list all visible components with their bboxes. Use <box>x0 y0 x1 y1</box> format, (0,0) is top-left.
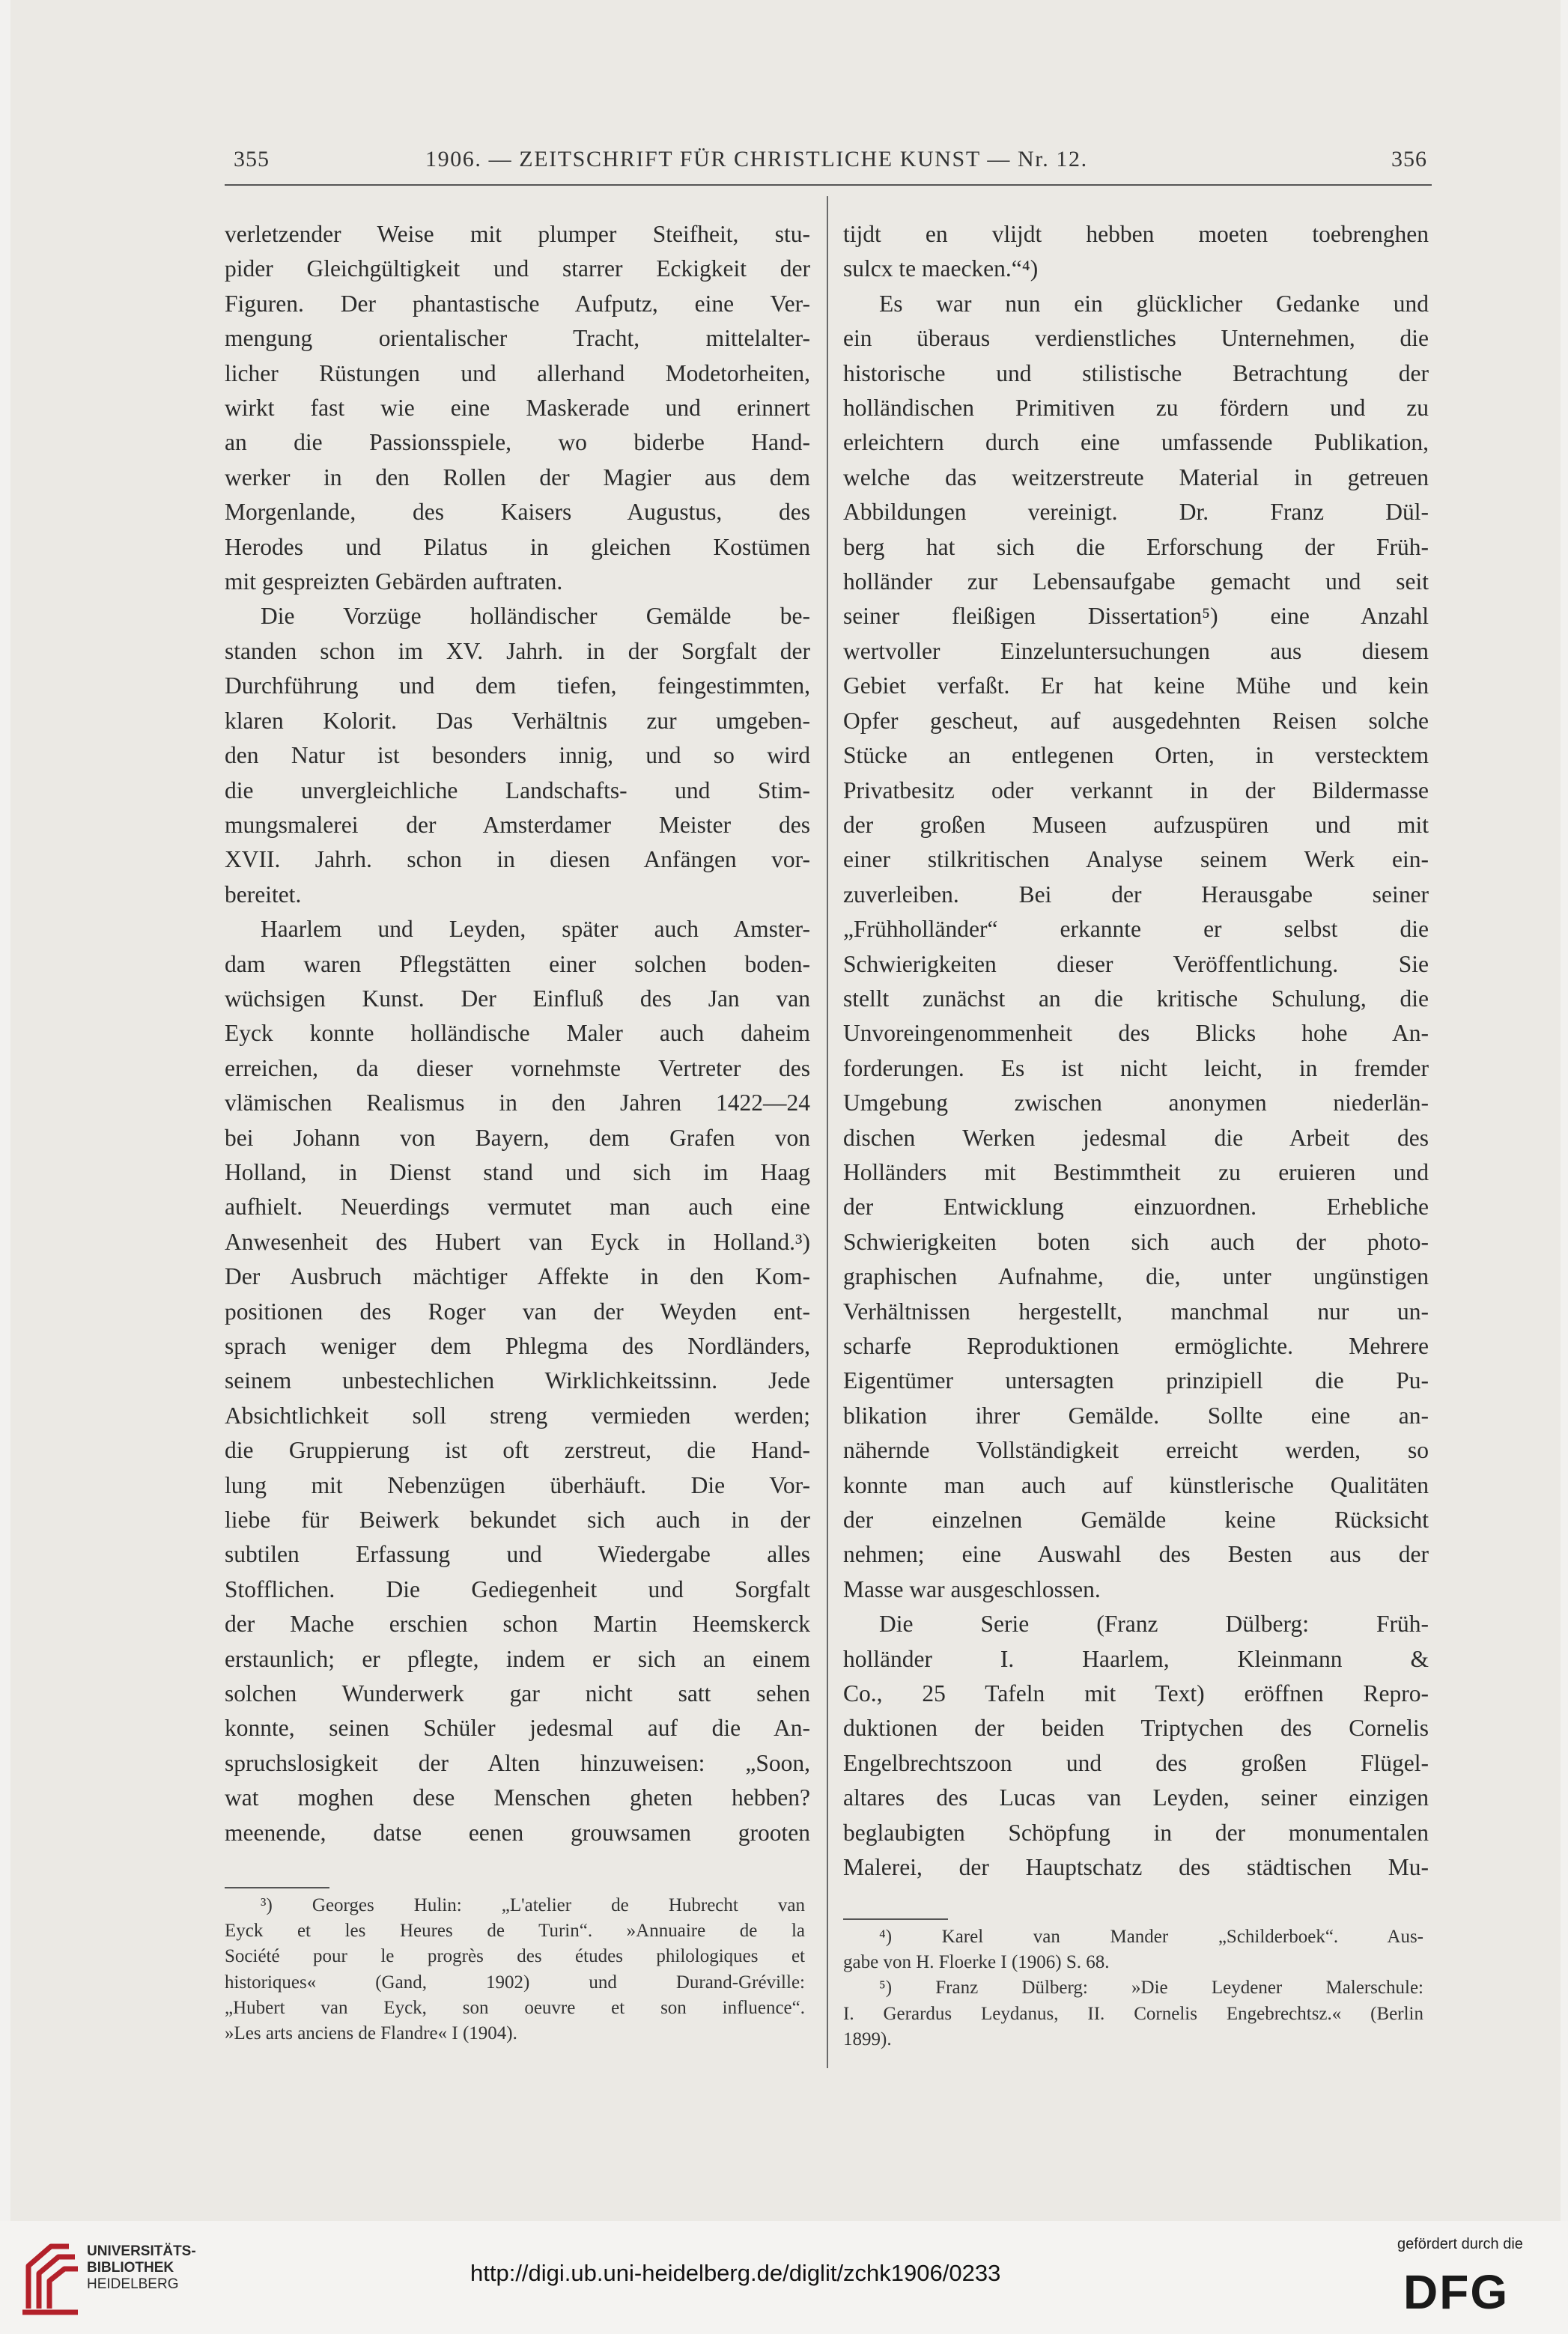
text-line: einer stilkritischen Analyse seinem Werk ein- <box>843 846 1429 873</box>
text-line: welche das weitzerstreute Material in getreuen <box>843 464 1429 490</box>
text-line: sulcx te maecken.“⁴) <box>843 255 1039 282</box>
text-line: Eigentümer untersagten prinzipiell die Pu- <box>843 1367 1429 1394</box>
library-name-line: HEIDELBERG <box>87 2276 179 2292</box>
text-line: Stücke an entlegenen Orten, in verstecktem <box>843 742 1429 769</box>
text-line: Privatbesitz oder verkannt in der Bildermasse <box>843 777 1429 803</box>
text-line: Holland, in Dienst stand und sich im Haag <box>225 1158 810 1185</box>
library-name <box>87 2243 196 2293</box>
page-number-left: 355 <box>234 147 270 171</box>
text-line: ein überaus verdienstliches Unternehmen, die <box>843 325 1429 352</box>
text-line: sprach weniger dem Phlegma des Nordländers, <box>225 1333 810 1359</box>
text-line: Morgenlande, des Kaisers Augustus, des <box>225 499 810 526</box>
text-line: seiner fleißigen Dissertation⁵) eine Anzahl <box>843 603 1429 630</box>
text-line: altares des Lucas van Leyden, seiner einzigen <box>843 1784 1429 1811</box>
text-line: blikation ihrer Gemälde. Sollte eine an- <box>843 1402 1429 1429</box>
text-line: der Entwicklung einzuordnen. Erhebliche <box>843 1194 1429 1221</box>
footnote-line: historiques« (Gand, 1902) und Durand-Gréville: <box>225 1972 805 1993</box>
text-line: Masse war ausgeschlossen. <box>843 1575 1101 1602</box>
text-line: Opfer gescheut, auf ausgedehnten Reisen solche <box>843 707 1429 734</box>
text-line: vlämischen Realismus in den Jahren 1422—24 <box>225 1089 810 1116</box>
text-line: graphischen Aufnahme, die, unter ungünstigen <box>843 1263 1429 1290</box>
text-line: den Natur ist besonders innig, und so wird <box>225 742 810 769</box>
text-line: Figuren. Der phantastische Aufputz, eine Ver- <box>225 290 810 317</box>
text-line: holländischen Primitiven zu fördern und zu <box>843 395 1429 422</box>
header-rule <box>225 184 1432 186</box>
text-line: erreichen, da dieser vornehmste Vertreter des <box>225 1054 810 1081</box>
text-line: dischen Werken jedesmal die Arbeit des <box>843 1124 1429 1151</box>
running-header-title: 1906. — ZEITSCHRIFT FÜR CHRISTLICHE KUNST — Nr. 12. <box>425 147 1088 171</box>
text-line: mengung orientalischer Tracht, mittelalter- <box>225 325 810 352</box>
text-line: scharfe Reproduktionen ermöglichte. Mehrere <box>843 1333 1429 1359</box>
text-line: licher Rüstungen und allerhand Modetorheiten, <box>225 359 810 386</box>
text-line: zuverleiben. Bei der Herausgabe seiner <box>843 881 1429 908</box>
footnotes-right <box>843 1924 1423 2052</box>
text-line: mit gespreizten Gebärden auftraten. <box>225 568 563 595</box>
text-line: Es war nun ein glücklicher Gedanke und <box>879 290 1429 317</box>
funding-note: gefördert durch die <box>1397 2236 1523 2252</box>
text-line: Stofflichen. Die Gediegenheit und Sorgfalt <box>225 1575 810 1602</box>
text-line: Der Ausbruch mächtiger Affekte in den Kom- <box>225 1263 810 1290</box>
footnote-line: ⁵) Franz Dülberg: »Die Leydener Malerschule: <box>879 1978 1423 1999</box>
text-line: Holländers mit Bestimmtheit zu eruieren und <box>843 1158 1429 1185</box>
text-line: Eyck konnte holländische Maler auch daheim <box>225 1020 810 1047</box>
text-line: verletzender Weise mit plumper Steifheit, stu- <box>225 221 810 247</box>
text-line: spruchslosigkeit der Alten hinzuweisen: „Soon, <box>225 1749 810 1776</box>
text-line: holländer zur Lebensaufgabe gemacht und seit <box>843 568 1429 595</box>
text-line: wirkt fast wie eine Maskerade und erinnert <box>225 395 810 422</box>
text-line: nehmen; eine Auswahl des Besten aus der <box>843 1541 1429 1568</box>
text-line: nähernde Vollständigkeit erreicht werden, so <box>843 1437 1429 1464</box>
text-line: liebe für Beiwerk bekundet sich auch in der <box>225 1507 810 1534</box>
text-line: XVII. Jahrh. schon in diesen Anfängen vor- <box>225 846 810 873</box>
column-divider <box>827 196 828 2068</box>
text-line: positionen des Roger van der Weyden ent- <box>225 1298 810 1325</box>
text-line: Haarlem und Leyden, später auch Amster- <box>261 916 810 943</box>
text-line: klaren Kolorit. Das Verhältnis zur umgeben- <box>225 707 810 734</box>
footnote-line: I. Gerardus Leydanus, II. Cornelis Engebrechtsz.« (Berlin <box>843 2003 1423 2024</box>
text-line: Umgebung zwischen anonymen niederlän- <box>843 1089 1429 1116</box>
text-line: beglaubigten Schöpfung in der monumentalen <box>843 1819 1429 1846</box>
text-line: der einzelnen Gemälde keine Rücksicht <box>843 1507 1429 1534</box>
footnote-line: Société pour le progrès des études philologiques et <box>225 1946 805 1967</box>
text-line: Unvoreingenommenheit des Blicks hohe An- <box>843 1020 1429 1047</box>
text-line: Anwesenheit des Hubert van Eyck in Holland.³) <box>225 1228 810 1255</box>
text-line: wüchsigen Kunst. Der Einfluß des Jan van <box>225 985 810 1012</box>
footnote-line: ⁴) Karel van Mander „Schilderboek“. Aus- <box>879 1927 1423 1947</box>
left-column <box>225 217 810 1850</box>
text-line: tijdt en vlijdt hebben moeten toebrenghen <box>843 221 1429 247</box>
text-line: historische und stilistische Betrachtung der <box>843 359 1429 386</box>
text-line: Co., 25 Tafeln mit Text) eröffnen Repro- <box>843 1680 1429 1707</box>
text-line: Die Serie (Franz Dülberg: Früh- <box>879 1611 1429 1638</box>
footnote-line: Eyck et les Heures de Turin“. »Annuaire de la <box>225 1921 805 1942</box>
text-line: Schwierigkeiten boten sich auch der photo- <box>843 1228 1429 1255</box>
text-line: holländer I. Haarlem, Kleinmann & <box>843 1645 1429 1672</box>
library-name-line: UNIVERSITÄTS- <box>87 2243 196 2259</box>
text-line: berg hat sich die Erforschung der Früh- <box>843 533 1429 560</box>
footnote-rule <box>843 1918 948 1920</box>
text-line: mungsmalerei der Amsterdamer Meister des <box>225 811 810 838</box>
text-line: subtilen Erfassung und Wiedergabe alles <box>225 1541 810 1568</box>
text-line: der großen Museen aufzuspüren und mit <box>843 811 1429 838</box>
library-logo-icon <box>15 2237 82 2318</box>
text-line: Gebiet verfaßt. Er hat keine Mühe und kein <box>843 672 1429 699</box>
footnote-line: gabe von H. Floerke I (1906) S. 68. <box>843 1952 1110 1973</box>
footnote-line: »Les arts anciens de Flandre« I (1904). <box>225 2023 517 2044</box>
text-line: Engelbrechtszoon und des großen Flügel- <box>843 1749 1429 1776</box>
footnotes-left <box>225 1893 805 2046</box>
text-line: aufhielt. Neuerdings vermutet man auch eine <box>225 1194 810 1221</box>
right-column <box>843 217 1429 1885</box>
text-line: wat moghen dese Menschen gheten hebben? <box>225 1784 810 1811</box>
text-line: Herodes und Pilatus in gleichen Kostümen <box>225 533 810 560</box>
text-line: Die Vorzüge holländischer Gemälde be- <box>261 603 810 630</box>
text-line: Malerei, der Hauptschatz des städtischen Mu- <box>843 1854 1429 1881</box>
text-line: standen schon im XV. Jahrh. in der Sorgfalt der <box>225 637 810 664</box>
text-line: konnte, seinen Schüler jedesmal auf die An- <box>225 1715 810 1742</box>
dfg-logo: DFG <box>1403 2265 1510 2319</box>
text-line: erleichtern durch eine umfassende Publikation, <box>843 429 1429 456</box>
text-line: lung mit Nebenzügen überhäuft. Die Vor- <box>225 1471 810 1498</box>
footnote-line: „Hubert van Eyck, son oeuvre et son influence“. <box>225 1997 805 2018</box>
library-name-line: BIBLIOTHEK <box>87 2260 174 2276</box>
page-number-right: 356 <box>1391 147 1427 171</box>
text-line: dam waren Pflegstätten einer solchen boden- <box>225 950 810 977</box>
text-line: werker in den Rollen der Magier aus dem <box>225 464 810 490</box>
text-line: Verhältnissen hergestellt, manchmal nur un- <box>843 1298 1429 1325</box>
text-line: der Mache erschien schon Martin Heemskerck <box>225 1611 810 1638</box>
text-line: Absichtlichkeit soll streng vermieden werden; <box>225 1402 810 1429</box>
text-line: pider Gleichgültigkeit und starrer Eckigkeit der <box>225 255 810 282</box>
text-line: duktionen der beiden Triptychen des Cornelis <box>843 1715 1429 1742</box>
permalink-url[interactable]: http://digi.ub.uni-heidelberg.de/diglit/zchk1906/0233 <box>470 2260 1001 2286</box>
text-line: Abbildungen vereinigt. Dr. Franz Dül- <box>843 499 1429 526</box>
text-line: meenende, datse eenen grouwsamen grooten <box>225 1819 810 1846</box>
footnote-line: ³) Georges Hulin: „L'atelier de Hubrecht van <box>261 1895 805 1915</box>
text-line: wertvoller Einzeluntersuchungen aus diesem <box>843 637 1429 664</box>
text-line: bei Johann von Bayern, dem Grafen von <box>225 1124 810 1151</box>
text-line: bereitet. <box>225 881 302 908</box>
text-line: stellt zunächst an die kritische Schulung, die <box>843 985 1429 1012</box>
text-line: forderungen. Es ist nicht leicht, in fremder <box>843 1054 1429 1081</box>
text-line: seinem unbestechlichen Wirklichkeitssinn. Jede <box>225 1367 810 1394</box>
footnote-line: 1899). <box>843 2028 892 2049</box>
text-line: an die Passionsspiele, wo biderbe Hand- <box>225 429 810 456</box>
text-line: die Gruppierung ist oft zerstreut, die Hand- <box>225 1437 810 1464</box>
footnote-rule <box>225 1887 329 1888</box>
text-line: die unvergleichliche Landschafts- und Stim- <box>225 777 810 803</box>
text-line: erstaunlich; er pflegte, indem er sich an einem <box>225 1645 810 1672</box>
text-line: Schwierigkeiten dieser Veröffentlichung. Sie <box>843 950 1429 977</box>
viewer-footer <box>0 2221 1568 2334</box>
text-line: solchen Wunderwerk gar nicht satt sehen <box>225 1680 810 1707</box>
text-line: konnte man auch auf künstlerische Qualitäten <box>843 1471 1429 1498</box>
text-line: „Frühholländer“ erkannte er selbst die <box>843 916 1429 943</box>
text-line: Durchführung und dem tiefen, feingestimmten, <box>225 672 810 699</box>
